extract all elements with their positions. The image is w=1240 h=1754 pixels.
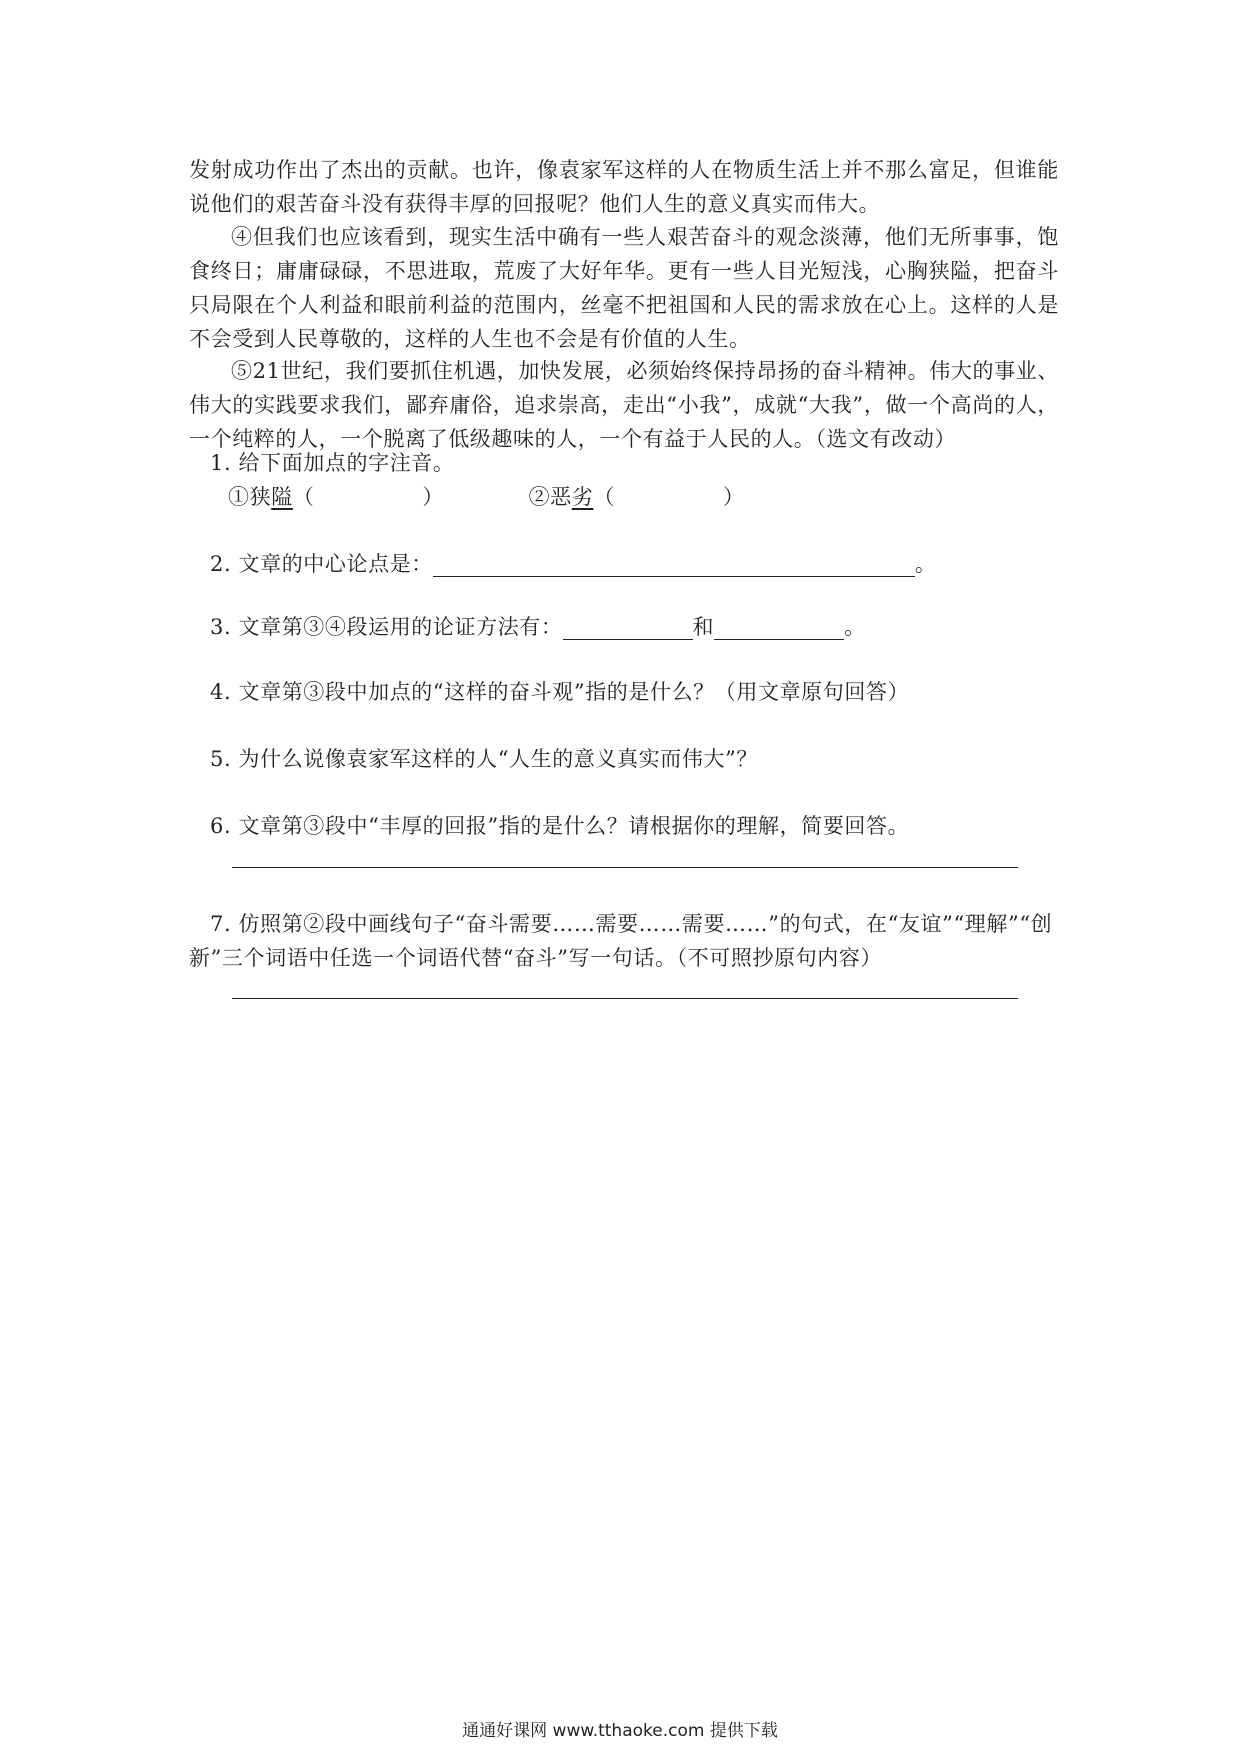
question-7: 7. 仿照第②段中画线句子“奋斗需要……需要……需要……”的句式，在“友谊”“理解”“创新”三个词语中任选一个词语代替“奋斗”写一句话。（不可照抄原句内容） — [189, 912, 1053, 970]
question-6-text: 6. 文章第③段中“丰厚的回报”指的是什么？请根据你的理解，简要回答。 — [210, 814, 910, 838]
question-2-blank[interactable] — [433, 554, 915, 577]
item-a-prefix: ①狭 — [228, 485, 272, 509]
question-6 — [210, 811, 909, 841]
question-3-mid: 和 — [692, 615, 715, 639]
question-7-answer-line[interactable] — [232, 998, 1018, 999]
item-b-prefix: ②恶 — [528, 485, 572, 509]
item-b-char: 劣 — [571, 485, 594, 509]
question-2 — [210, 549, 937, 579]
question-5 — [210, 744, 758, 774]
question-1-text: 1. 给下面加点的字注音。 — [210, 451, 455, 475]
question-5-text: 5. 为什么说像袁家军这样的人“人生的意义真实而伟大”？ — [210, 747, 758, 771]
question-1-items — [228, 482, 745, 512]
passage-paragraph-4: ④但我们也应该看到，现实生活中确有一些人艰苦奋斗的观念淡薄，他们无所事事，饱食终日；庸庸碌碌，不思进取，荒废了大好年华。更有一些人目光短浅，心胸狭隘，把奋斗只局限在个人利益和眼前利益的范围内，丝毫不把祖国和人民的需求放在心上。这样的人是不会受到人民尊敬的，这样的人生也不会是有价值的人生。 — [189, 225, 1059, 351]
passage-paragraph-5: ⑤21世纪，我们要抓住机遇，加快发展，必须始终保持昂扬的奋斗精神。伟大的事业、伟大的实践要求我们，鄙弃庸俗，追求崇高，走出“小我”，成就“大我”，做一个高尚的人，一个纯粹的人，一个脱离了低级趣味的人，一个有益于人民的人。（选文有改动） — [189, 359, 1059, 451]
question-3-blank-2[interactable] — [714, 617, 844, 640]
item-a-char: 隘 — [271, 485, 293, 509]
question-3 — [210, 612, 866, 642]
question-4-text: 4. 文章第③段中加点的“这样的奋斗观”指的是什么？（用文章原句回答） — [210, 680, 910, 704]
item-a-answer-slot[interactable]: （ ） — [292, 485, 445, 509]
question-6-answer-line[interactable] — [232, 867, 1018, 868]
item-b-answer-slot[interactable]: （ ） — [593, 485, 745, 509]
page-footer: 通通好课网 www.tthaoke.com 提供下载 — [462, 1721, 778, 1741]
question-4 — [210, 677, 909, 707]
question-3-text: 3. 文章第③④段运用的论证方法有： — [210, 615, 563, 639]
question-2-end: 。 — [914, 552, 937, 576]
question-3-blank-1[interactable] — [563, 617, 693, 640]
question-3-end: 。 — [844, 615, 866, 639]
question-1 — [210, 448, 455, 478]
question-2-text: 2. 文章的中心论点是： — [210, 552, 433, 576]
passage-paragraph-3-end: 发射成功作出了杰出的贡献。也许，像袁家军这样的人在物质生活上并不那么富足，但谁能说他们的艰苦奋斗没有获得丰厚的回报呢？他们人生的意义真实而伟大。 — [189, 158, 1059, 216]
